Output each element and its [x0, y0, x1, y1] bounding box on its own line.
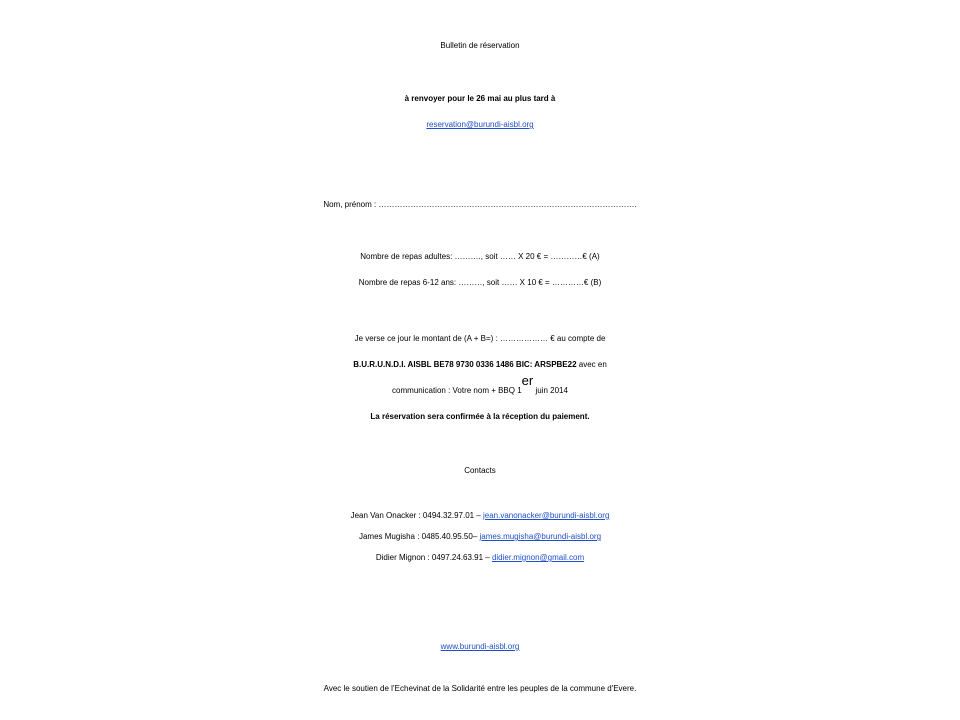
contact-info: Didier Mignon : 0497.24.63.91 – [375, 553, 492, 562]
bank-account-line [0, 352, 960, 378]
contact-row [0, 547, 960, 568]
communication-date: juin 2014 [533, 386, 568, 395]
contact-info: James Mugisha : 0485.40.95.50– [358, 532, 480, 541]
contacts-heading: Contacts [464, 466, 496, 475]
reservation-email-link[interactable]: reservation@burundi-aisbl.org [426, 120, 534, 129]
confirmation-note: La réservation sera confirmée à la réception du paiement. [370, 412, 590, 421]
contact-row [0, 505, 960, 526]
payment-amount-line: Je verse ce jour le montant de (A + B=) : ……………… € au compte de [354, 334, 606, 343]
website-link[interactable]: www.burundi-aisbl.org [440, 642, 520, 651]
adult-meals-line: Nombre de repas adultes: ………., soit …… X 20 € = …………€ (A) [360, 252, 600, 261]
communication-line [0, 373, 960, 404]
contact-email-link[interactable]: jean.vanonacker@burundi-aisbl.org [482, 511, 610, 520]
page-title: Bulletin de réservation [440, 41, 520, 50]
contact-email-link[interactable]: james.mugisha@burundi-aisbl.org [479, 532, 602, 541]
reservation-email-line [0, 112, 960, 138]
sponsor-note: Avec le soutien de l’Echevinat de la Solidarité entre les peuples de la commune d'Evere. [323, 684, 637, 693]
deadline-line: à renvoyer pour le 26 mai au plus tard à [404, 94, 556, 103]
contact-info: Jean Van Onacker : 0494.32.97.01 – [350, 511, 483, 520]
website-line [0, 636, 960, 657]
communication-text: communication : Votre nom + BBQ 1 [392, 386, 522, 395]
bank-account-suffix: avec en [576, 360, 607, 369]
bank-account-details: B.U.R.U.N.D.I. AISBL BE78 9730 0336 1486 BIC: ARSPBE22 [353, 360, 577, 369]
communication-superscript: er [521, 373, 534, 388]
contact-row [0, 526, 960, 547]
child-meals-line: Nombre de repas 6-12 ans: ………, soit …… X 10 € = …………€ (B) [358, 278, 602, 287]
name-field-line: Nom, prénom : ……………………………………………………………………………………. [323, 200, 637, 209]
contact-email-link[interactable]: didier.mignon@gmail.com [491, 553, 585, 562]
